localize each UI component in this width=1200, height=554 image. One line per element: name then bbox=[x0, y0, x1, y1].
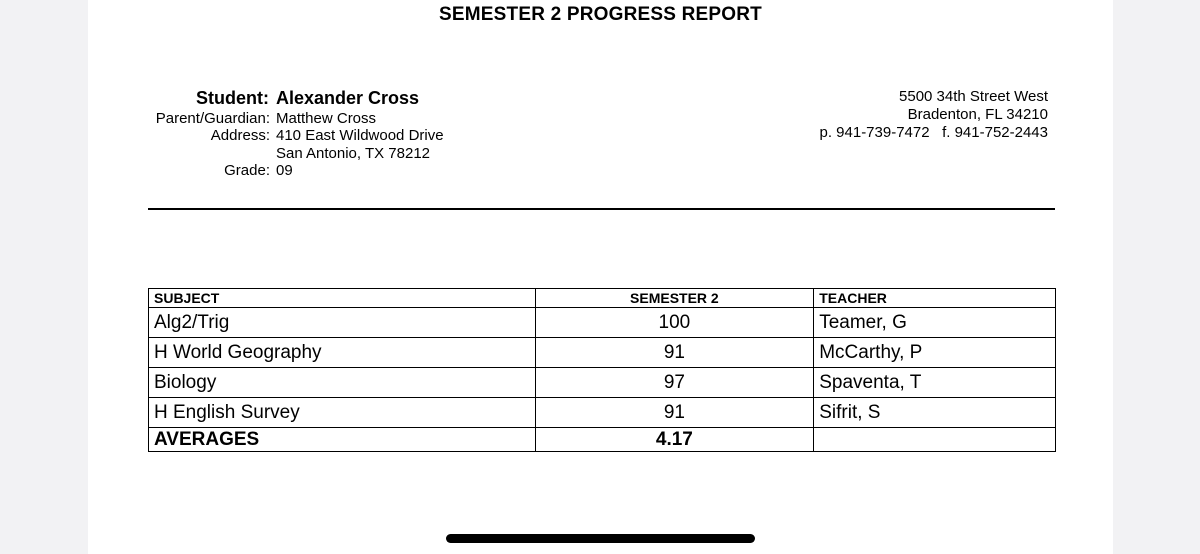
header-teacher: TEACHER bbox=[814, 289, 1056, 308]
school-address bbox=[819, 88, 1048, 142]
guardian-label: Parent/Guardian: bbox=[155, 110, 270, 127]
header-subject: SUBJECT bbox=[149, 289, 536, 308]
grade-label: Grade: bbox=[224, 162, 270, 179]
subject-cell: H World Geography bbox=[149, 338, 536, 368]
table-header-row bbox=[149, 289, 1056, 308]
averages-label: AVERAGES bbox=[149, 428, 536, 452]
table-row bbox=[149, 338, 1056, 368]
subject-cell: Alg2/Trig bbox=[149, 308, 536, 338]
divider-rule bbox=[148, 208, 1055, 210]
score-cell: 91 bbox=[535, 398, 814, 428]
averages-value: 4.17 bbox=[535, 428, 814, 452]
averages-row bbox=[149, 428, 1056, 452]
averages-teacher-cell bbox=[814, 428, 1056, 452]
address-line1: 410 East Wildwood Drive bbox=[276, 127, 444, 144]
score-cell: 91 bbox=[535, 338, 814, 368]
teacher-cell: McCarthy, P bbox=[814, 338, 1056, 368]
teacher-cell: Teamer, G bbox=[814, 308, 1056, 338]
address-line2: San Antonio, TX 78212 bbox=[276, 145, 431, 162]
report-page bbox=[88, 0, 1113, 554]
school-city: Bradenton, FL 34210 bbox=[907, 106, 1048, 123]
table-row bbox=[149, 398, 1056, 428]
subject-cell: Biology bbox=[149, 368, 536, 398]
student-name-label: Student: bbox=[196, 88, 269, 108]
subject-cell: H English Survey bbox=[149, 398, 536, 428]
header-semester: SEMESTER 2 bbox=[535, 289, 814, 308]
table-row bbox=[149, 368, 1056, 398]
score-cell: 97 bbox=[535, 368, 814, 398]
home-indicator[interactable] bbox=[446, 534, 755, 543]
report-title: SEMESTER 2 PROGRESS REPORT bbox=[439, 4, 762, 25]
address-label: Address: bbox=[210, 127, 270, 144]
grade-value: 09 bbox=[276, 162, 293, 179]
guardian-name: Matthew Cross bbox=[276, 110, 377, 127]
teacher-cell: Sifrit, S bbox=[814, 398, 1056, 428]
teacher-cell: Spaventa, T bbox=[814, 368, 1056, 398]
student-name: Alexander Cross bbox=[276, 88, 420, 108]
school-street: 5500 34th Street West bbox=[899, 88, 1048, 105]
score-cell: 100 bbox=[535, 308, 814, 338]
table-row bbox=[149, 308, 1056, 338]
school-contact: p. 941-739-7472 f. 941-752-2443 bbox=[819, 124, 1048, 141]
grades-table bbox=[148, 288, 1056, 452]
